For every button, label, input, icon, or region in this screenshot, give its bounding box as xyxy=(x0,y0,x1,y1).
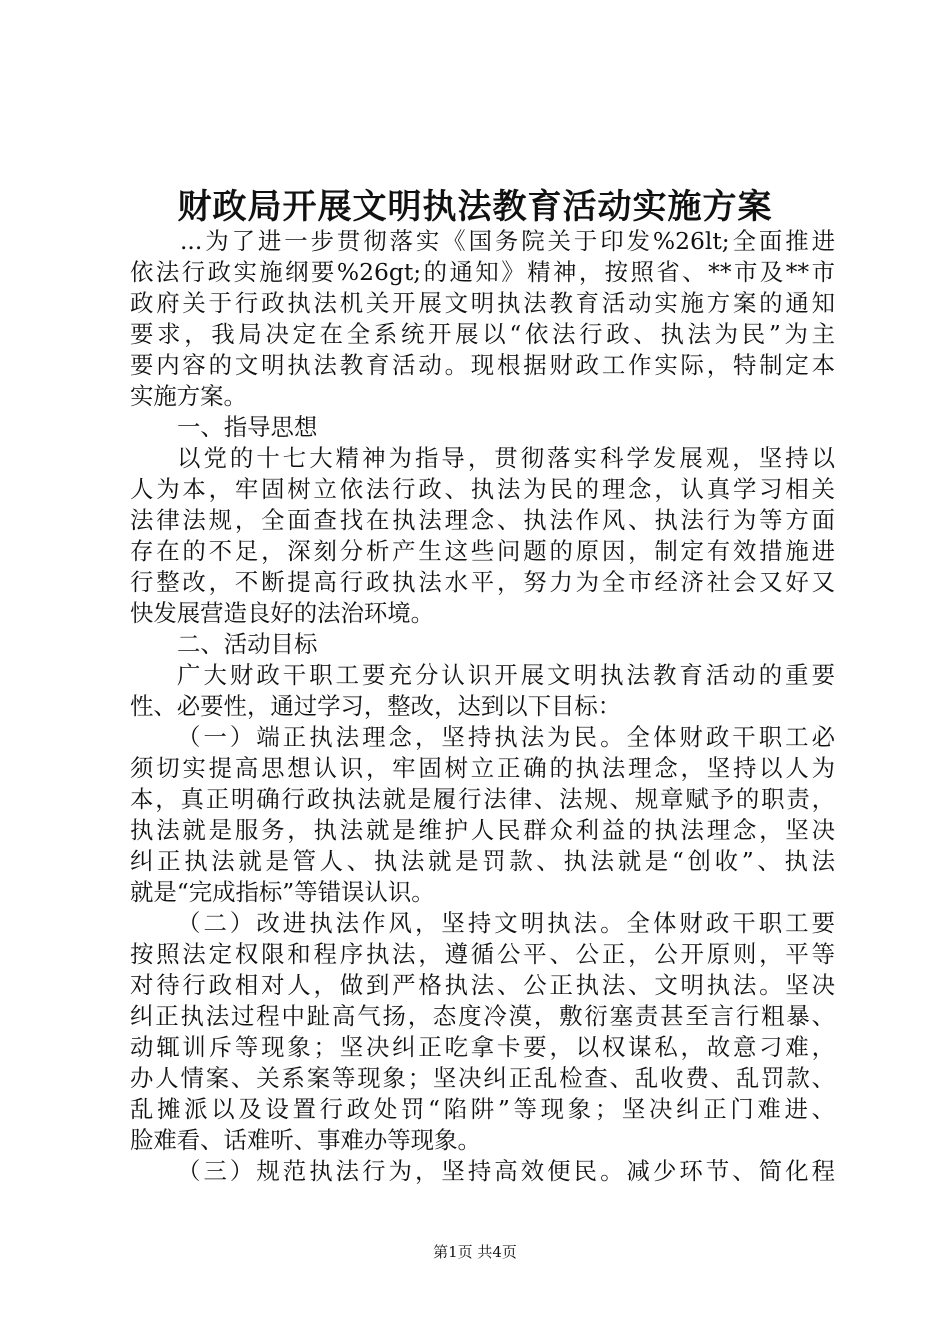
paragraph-line: 以党的十七大精神为指导，贯彻落实科学发展观，坚持以 xyxy=(177,444,835,472)
paragraph-line: 行整改，不断提高行政执法水平，努力为全市经济社会又好又 xyxy=(130,568,835,596)
paragraph-line: 本，真正明确行政执法就是履行法律、法规、规章赋予的职责， xyxy=(130,785,835,813)
paragraph-line: 按照法定权限和程序执法，遵循公平、公正，公开原则，平等 xyxy=(130,940,835,968)
paragraph-line: 法律法规，全面查找在执法理念、执法作风、执法行为等方面 xyxy=(130,506,835,534)
paragraph-line: 纠正执法就是管人、执法就是罚款、执法就是“创收”、执法 xyxy=(130,847,835,875)
paragraph-line: 快发展营造良好的法治环境。 xyxy=(130,599,435,627)
paragraph-line: ...为了进一步贯彻落实《国务院关于印发%26lt;全面推进 xyxy=(180,227,835,255)
paragraph-line: 乱摊派以及设置行政处罚“陷阱”等现象；坚决纠正门难进、 xyxy=(130,1095,835,1123)
document-body xyxy=(130,226,835,1187)
paragraph-line: 须切实提高思想认识，牢固树立正确的执法理念，坚持以人为 xyxy=(130,754,835,782)
paragraph-line: 依法行政实施纲要%26gt;的通知》精神，按照省、**市及**市 xyxy=(130,258,835,286)
paragraph-line: 执法就是服务，执法就是维护人民群众利益的执法理念，坚决 xyxy=(130,816,835,844)
paragraph-line: 要内容的文明执法教育活动。现根据财政工作实际，特制定本 xyxy=(130,351,835,379)
paragraph-line: 就是“完成指标”等错误认识。 xyxy=(130,878,435,906)
paragraph-line: 存在的不足，深刻分析产生这些问题的原因，制定有效措施进 xyxy=(130,537,835,565)
document-title: 财政局开展文明执法教育活动实施方案 xyxy=(177,187,773,227)
paragraph-line: 脸难看、话难听、事难办等现象。 xyxy=(130,1126,481,1154)
paragraph-line: 动辄训斥等现象；坚决纠正吃拿卡要，以权谋私，故意刁难， xyxy=(130,1033,835,1061)
paragraph-line: 要求，我局决定在全系统开展以“依法行政、执法为民”为主 xyxy=(130,320,835,348)
paragraph-line: 广大财政干职工要充分认识开展文明执法教育活动的重要 xyxy=(177,661,835,689)
paragraph-line: 一、指导思想 xyxy=(177,413,318,441)
paragraph-line: （二）改进执法作风，坚持文明执法。全体财政干职工要 xyxy=(177,909,835,937)
paragraph-line: （三）规范执法行为，坚持高效便民。减少环节、简化程 xyxy=(177,1157,835,1185)
paragraph-line: 纠正执法过程中趾高气扬，态度冷漠，敷衍塞责甚至言行粗暴、 xyxy=(130,1002,835,1030)
paragraph-line: （一）端正执法理念，坚持执法为民。全体财政干职工必 xyxy=(177,723,835,751)
paragraph-line: 二、活动目标 xyxy=(177,630,318,658)
paragraph-line: 对待行政相对人，做到严格执法、公正执法、文明执法。坚决 xyxy=(130,971,835,999)
paragraph-line: 办人情案、关系案等现象；坚决纠正乱检查、乱收费、乱罚款、 xyxy=(130,1064,835,1092)
page-number-footer: 第1页 共4页 xyxy=(433,1243,517,1261)
paragraph-line: 政府关于行政执法机关开展文明执法教育活动实施方案的通知 xyxy=(130,289,835,317)
paragraph-line: 性、必要性，通过学习，整改，达到以下目标： xyxy=(130,692,622,720)
paragraph-line: 人为本，牢固树立依法行政、执法为民的理念，认真学习相关 xyxy=(130,475,835,503)
paragraph-line: 实施方案。 xyxy=(130,382,247,410)
